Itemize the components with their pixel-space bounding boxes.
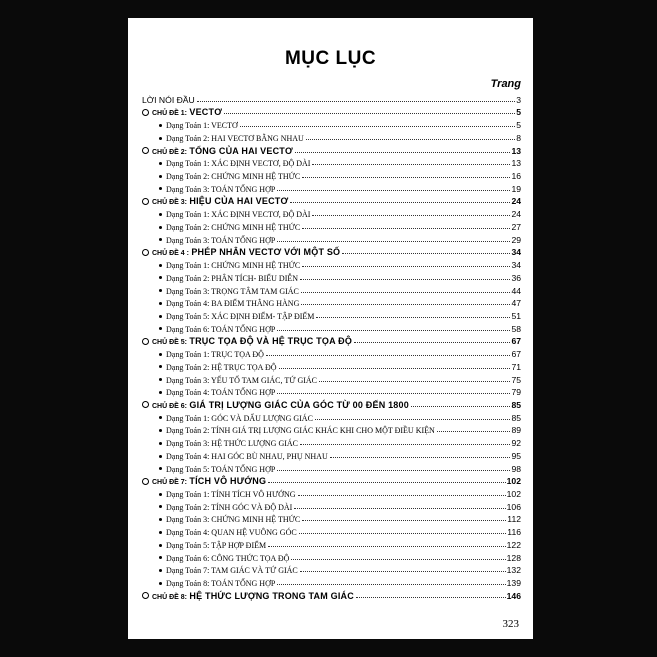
dot-bullet-icon <box>159 518 162 521</box>
toc-item-text <box>159 325 277 334</box>
toc-item-page: 58 <box>511 323 521 334</box>
toc-item-text <box>159 490 298 499</box>
toc-chapter-label: CHỦ ĐỀ 5: <box>152 339 188 347</box>
toc-chapter-row[interactable] <box>142 245 521 258</box>
toc-item-text <box>159 350 266 359</box>
dot-leader <box>301 292 511 293</box>
toc-item-page: 51 <box>511 310 521 321</box>
toc-chapter-title: PHÉP NHÂN VECTƠ VỚI MỘT SỐ <box>191 247 341 258</box>
toc-item-row[interactable] <box>142 524 521 537</box>
toc-chapter-page: 85 <box>511 399 521 410</box>
toc-item-label: Dạng Toán 1: XÁC ĐỊNH VECTƠ, ĐỘ DÀI <box>166 159 311 169</box>
toc-item-row[interactable] <box>142 181 521 194</box>
dot-leader <box>302 520 506 521</box>
dot-bullet-icon <box>159 365 162 368</box>
dot-leader <box>302 228 510 229</box>
toc-item-row[interactable] <box>142 461 521 474</box>
toc-item-label: Dạng Toán 3: TOÁN TỔNG HỢP <box>166 235 276 245</box>
toc-item-label: Dạng Toán 2: CHỨNG MINH HỆ THỨC <box>166 222 301 232</box>
toc-item-label: Dạng Toán 5: TOÁN TỔNG HỢP <box>166 464 276 474</box>
toc-item-label: Dạng Toán 2: PHÂN TÍCH- BIỂU DIỄN <box>166 273 299 283</box>
toc-item-row[interactable] <box>142 550 521 563</box>
toc-item-page: 29 <box>511 234 521 245</box>
dot-leader <box>294 508 505 509</box>
dot-leader <box>277 241 510 242</box>
toc-item-label: Dạng Toán 7: TAM GIÁC VÀ TỨ GIÁC <box>166 566 298 576</box>
dot-leader <box>411 406 511 407</box>
dot-leader <box>295 152 511 153</box>
toc-item-row[interactable] <box>142 156 521 169</box>
dot-bullet-icon <box>159 531 162 534</box>
toc-item-page: 112 <box>507 514 521 525</box>
toc-item-text <box>159 223 302 232</box>
toc-item-page: 19 <box>511 183 521 194</box>
toc-item-text <box>159 236 277 245</box>
circle-bullet-icon <box>142 592 149 599</box>
toc-item-page: 89 <box>511 425 521 436</box>
dot-bullet-icon <box>159 175 162 178</box>
toc-chapter-row[interactable] <box>142 397 521 410</box>
toc-chapter-row[interactable] <box>142 474 521 487</box>
dot-leader <box>277 393 510 394</box>
dot-bullet-icon <box>159 302 162 305</box>
toc-item-page: 132 <box>506 565 521 576</box>
toc-item-page: 122 <box>506 539 521 550</box>
dot-leader <box>316 317 510 318</box>
dot-bullet-icon <box>159 353 162 356</box>
toc-chapter-text <box>142 476 268 486</box>
dot-bullet-icon <box>159 327 162 330</box>
toc-chapter-text <box>142 247 342 257</box>
toc-item-label: Dạng Toán 6: TOÁN TỔNG HỢP <box>166 324 276 334</box>
toc-item-row[interactable] <box>142 346 521 359</box>
table-of-contents <box>142 92 521 601</box>
toc-item-row[interactable] <box>142 448 521 461</box>
toc-item-label: Dạng Toán 2: HỆ TRỤC TỌA ĐỘ <box>166 362 277 372</box>
toc-chapter-page: 102 <box>506 476 521 487</box>
dot-leader <box>342 253 510 254</box>
toc-item-page: 67 <box>511 349 521 360</box>
toc-item-row[interactable] <box>142 385 521 398</box>
toc-intro-row[interactable] <box>142 92 521 105</box>
toc-item-page: 34 <box>511 260 521 271</box>
dot-leader <box>277 330 510 331</box>
dot-bullet-icon <box>159 162 162 165</box>
dot-bullet-icon <box>159 137 162 140</box>
toc-item-label: Dạng Toán 3: TRỌNG TÂM TAM GIÁC <box>166 286 299 296</box>
toc-chapter-row[interactable] <box>142 143 521 156</box>
toc-item-text <box>159 376 319 385</box>
toc-chapter-title: HIỆU CỦA HAI VECTƠ <box>189 196 289 207</box>
toc-item-label: Dạng Toán 2: HAI VECTƠ BẰNG NHAU <box>166 133 304 143</box>
dot-leader <box>302 177 510 178</box>
toc-item-page: 5 <box>516 120 521 131</box>
dot-leader <box>290 202 510 203</box>
dot-bullet-icon <box>159 315 162 318</box>
toc-item-row[interactable] <box>142 563 521 576</box>
book-page <box>128 18 533 639</box>
dot-leader <box>197 101 515 102</box>
toc-item-row[interactable] <box>142 410 521 423</box>
toc-item-page: 116 <box>507 527 521 538</box>
toc-item-page: 106 <box>506 501 521 512</box>
toc-chapter-row[interactable] <box>142 334 521 347</box>
toc-item-page: 128 <box>506 552 521 563</box>
dot-leader <box>319 381 510 382</box>
toc-item-text <box>159 426 437 435</box>
dot-bullet-icon <box>159 505 162 508</box>
dot-leader <box>277 584 505 585</box>
toc-item-row[interactable] <box>142 283 521 296</box>
toc-chapter-label: CHỦ ĐỀ 2: <box>152 148 188 156</box>
page-title: MỤC LỤC <box>284 48 377 69</box>
toc-chapter-page: 146 <box>506 590 521 601</box>
toc-item-page: 139 <box>506 578 521 589</box>
toc-item-page: 27 <box>511 221 521 232</box>
toc-item-text <box>159 579 277 588</box>
toc-chapter-text <box>142 146 295 156</box>
circle-bullet-icon <box>142 478 149 485</box>
toc-chapter-title: TRỤC TỌA ĐỘ VÀ HỆ TRỤC TỌA ĐỘ <box>189 336 353 347</box>
toc-item-page: 102 <box>506 489 521 499</box>
circle-bullet-icon <box>142 198 149 205</box>
dot-bullet-icon <box>159 416 162 419</box>
toc-item-row[interactable] <box>142 537 521 550</box>
toc-chapter-label: CHỦ ĐỀ 6: <box>152 402 188 410</box>
toc-chapter-label: CHỦ ĐỀ 8: <box>152 593 188 601</box>
toc-item-text <box>159 388 277 397</box>
toc-chapter-page: 67 <box>511 336 521 347</box>
toc-item-text <box>159 185 277 194</box>
toc-item-text <box>159 287 301 296</box>
dot-leader <box>298 495 506 496</box>
toc-item-label: Dạng Toán 1: TÍNH TÍCH VÔ HƯỚNG <box>166 490 296 499</box>
toc-item-page: 75 <box>511 374 521 385</box>
dot-bullet-icon <box>159 467 162 470</box>
toc-item-page: 47 <box>511 298 521 309</box>
toc-item-label: Dạng Toán 4: BA ĐIỂM THẲNG HÀNG <box>166 299 300 309</box>
dot-leader <box>266 355 511 356</box>
toc-item-label: Dạng Toán 1: XÁC ĐỊNH VECTƠ, ĐỘ DÀI <box>166 210 311 220</box>
dot-leader <box>224 113 515 114</box>
circle-bullet-icon <box>142 147 149 154</box>
toc-item-text <box>159 261 302 270</box>
toc-item-label: Dạng Toán 2: TÍNH GIÁ TRỊ LƯỢNG GIÁC KHÁC KHI CHO MỘT ĐIỀU KIỆN <box>166 426 435 436</box>
toc-item-text <box>159 121 240 130</box>
toc-item-text <box>159 172 302 181</box>
dot-leader <box>277 190 510 191</box>
toc-item-page: 24 <box>511 209 521 220</box>
toc-item-row[interactable] <box>142 499 521 512</box>
dot-leader <box>356 597 506 598</box>
dot-leader <box>299 533 507 534</box>
toc-item-row[interactable] <box>142 308 521 321</box>
toc-chapter-page: 24 <box>511 196 521 207</box>
circle-bullet-icon <box>142 338 149 345</box>
toc-item-page: 85 <box>511 412 521 423</box>
dot-bullet-icon <box>159 264 162 267</box>
toc-item-row[interactable] <box>142 423 521 436</box>
dot-leader <box>302 266 510 267</box>
dot-bullet-icon <box>159 493 162 496</box>
dot-bullet-icon <box>159 569 162 572</box>
toc-item-label: Dạng Toán 3: TOÁN TỔNG HỢP <box>166 184 276 194</box>
toc-chapter-label: CHỦ ĐỀ 1: <box>152 110 188 118</box>
dot-leader <box>312 215 510 216</box>
dot-leader <box>301 304 510 305</box>
toc-chapter-page: 5 <box>516 107 521 118</box>
toc-item-row[interactable] <box>142 321 521 334</box>
toc-item-text <box>159 363 279 372</box>
toc-chapter-page: 13 <box>511 145 521 156</box>
toc-item-row[interactable] <box>142 130 521 143</box>
toc-item-text <box>159 503 294 512</box>
toc-item-row[interactable] <box>142 435 521 448</box>
toc-item-text <box>159 274 300 283</box>
toc-chapter-row[interactable] <box>142 194 521 207</box>
toc-item-text <box>159 554 291 563</box>
toc-item-text <box>159 541 268 550</box>
dot-bullet-icon <box>159 213 162 216</box>
toc-item-text <box>159 465 277 474</box>
toc-chapter-label: CHỦ ĐỀ 3: <box>152 199 188 207</box>
circle-bullet-icon <box>142 109 149 116</box>
toc-item-text <box>159 566 300 575</box>
toc-item-label: Dạng Toán 2: TÍNH GÓC VÀ ĐỘ DÀI <box>166 502 293 512</box>
toc-item-label: Dạng Toán 5: TẬP HỢP ĐIỂM <box>166 540 267 550</box>
dot-bullet-icon <box>159 391 162 394</box>
toc-chapter-label: CHỦ ĐỀ 4 : <box>152 250 189 258</box>
toc-item-label: Dạng Toán 3: CHỨNG MINH HỆ THỨC <box>166 515 301 525</box>
dot-bullet-icon <box>159 226 162 229</box>
dot-bullet-icon <box>159 582 162 585</box>
toc-item-page: 44 <box>511 285 521 296</box>
dot-leader <box>330 457 511 458</box>
toc-item-page: 79 <box>511 387 521 398</box>
toc-item-page: 36 <box>511 272 521 283</box>
toc-item-text <box>159 439 300 448</box>
toc-item-text <box>159 528 299 537</box>
dot-leader <box>315 419 511 420</box>
toc-item-page: 71 <box>511 361 521 372</box>
toc-chapter-title: TỔNG CỦA HAI VECTƠ <box>189 145 293 156</box>
toc-item-label: Dạng Toán 6: CÔNG THỨC TỌA ĐỘ <box>166 553 290 563</box>
toc-item-label: Dạng Toán 1: GÓC VÀ DẤU LƯỢNG GIÁC <box>166 413 313 423</box>
circle-bullet-icon <box>142 249 149 256</box>
toc-item-row[interactable] <box>142 372 521 385</box>
toc-item-row[interactable] <box>142 232 521 245</box>
dot-leader <box>291 559 505 560</box>
toc-item-page: 92 <box>511 438 521 449</box>
toc-item-label: Dạng Toán 4: QUAN HỆ VUÔNG GÓC <box>166 528 297 538</box>
dot-bullet-icon <box>159 276 162 279</box>
dot-leader <box>300 279 510 280</box>
toc-intro-page: 3 <box>516 94 521 105</box>
dot-bullet-icon <box>159 429 162 432</box>
toc-chapter-label: CHỦ ĐỀ 7: <box>152 479 188 487</box>
toc-item-page: 16 <box>511 171 521 182</box>
dot-leader <box>240 126 515 127</box>
toc-item-label: Dạng Toán 1: VECTƠ <box>166 121 238 131</box>
toc-item-row[interactable] <box>142 206 521 219</box>
toc-item-page: 98 <box>511 463 521 474</box>
toc-chapter-title: TÍCH VÔ HƯỚNG <box>189 476 267 487</box>
dot-bullet-icon <box>159 238 162 241</box>
dot-leader <box>306 139 515 140</box>
toc-chapter-text <box>142 400 411 410</box>
toc-item-row[interactable] <box>142 359 521 372</box>
dot-leader <box>268 546 506 547</box>
toc-chapter-text <box>142 196 290 206</box>
dot-bullet-icon <box>159 187 162 190</box>
page-column-header: Trang <box>490 78 521 90</box>
toc-chapter-text <box>142 107 224 117</box>
dot-leader <box>268 482 506 483</box>
toc-item-row[interactable] <box>142 512 521 525</box>
toc-item-row[interactable] <box>142 257 521 270</box>
toc-item-label: Dạng Toán 5: XÁC ĐỊNH ĐIỂM- TẬP ĐIỂM <box>166 311 315 321</box>
toc-item-text <box>159 299 301 308</box>
toc-chapter-title: HỆ THỨC LƯỢNG TRONG TAM GIÁC <box>189 590 354 601</box>
toc-item-label: Dạng Toán 8: TOÁN TỔNG HỢP <box>166 579 276 589</box>
toc-chapter-page: 34 <box>511 247 521 258</box>
toc-item-row[interactable] <box>142 270 521 283</box>
toc-item-row[interactable] <box>142 296 521 309</box>
toc-item-text <box>159 134 306 143</box>
toc-chapter-title: GIÁ TRỊ LƯỢNG GIÁC CỦA GÓC TỪ 00 ĐẾN 1800 <box>189 399 409 410</box>
toc-item-label: Dạng Toán 1: TRỤC TỌA ĐỘ <box>166 350 264 360</box>
dot-leader <box>300 444 510 445</box>
toc-item-text <box>159 452 330 461</box>
dot-bullet-icon <box>159 455 162 458</box>
toc-item-row[interactable] <box>142 168 521 181</box>
dot-leader <box>277 470 510 471</box>
toc-item-text <box>159 312 316 321</box>
toc-item-label: Dạng Toán 4: TOÁN TỔNG HỢP <box>166 388 276 398</box>
toc-item-row[interactable] <box>142 486 521 499</box>
toc-item-text <box>159 210 312 219</box>
dot-bullet-icon <box>159 289 162 292</box>
toc-item-label: Dạng Toán 3: HỆ THỨC LƯỢNG GIÁC <box>166 439 298 449</box>
dot-leader <box>312 164 510 165</box>
toc-item-text <box>159 414 315 423</box>
toc-intro-label: LỜI NÓI ĐẦU <box>142 94 195 105</box>
toc-item-label: Dạng Toán 1: CHỨNG MINH HỆ THỨC <box>166 261 301 271</box>
toc-chapter-text <box>142 336 354 346</box>
toc-item-row[interactable] <box>142 575 521 588</box>
dot-bullet-icon <box>159 544 162 547</box>
dot-bullet-icon <box>159 124 162 127</box>
dot-leader <box>437 431 511 432</box>
toc-chapter-row[interactable] <box>142 105 521 118</box>
toc-chapter-text <box>142 591 356 601</box>
toc-chapter-row[interactable] <box>142 588 521 601</box>
dot-bullet-icon <box>159 378 162 381</box>
toc-item-row[interactable] <box>142 117 521 130</box>
toc-item-label: Dạng Toán 4: HAI GÓC BÙ NHAU, PHỤ NHAU <box>166 451 328 461</box>
toc-item-page: 95 <box>511 450 521 461</box>
toc-item-page: 8 <box>516 132 521 143</box>
toc-chapter-title: VECTƠ <box>189 107 223 118</box>
toc-item-page: 13 <box>511 158 521 169</box>
circle-bullet-icon <box>142 401 149 408</box>
toc-item-label: Dạng Toán 3: YẾU TỐ TAM GIÁC, TỨ GIÁC <box>166 375 317 385</box>
toc-item-text <box>159 159 312 168</box>
dot-leader <box>279 368 511 369</box>
page-number: 323 <box>502 618 519 630</box>
dot-leader <box>354 342 510 343</box>
dot-bullet-icon <box>159 556 162 559</box>
dot-bullet-icon <box>159 442 162 445</box>
toc-item-row[interactable] <box>142 219 521 232</box>
toc-item-label: Dạng Toán 2: CHỨNG MINH HỆ THỨC <box>166 172 301 182</box>
toc-item-text <box>159 515 302 524</box>
dot-leader <box>300 571 506 572</box>
